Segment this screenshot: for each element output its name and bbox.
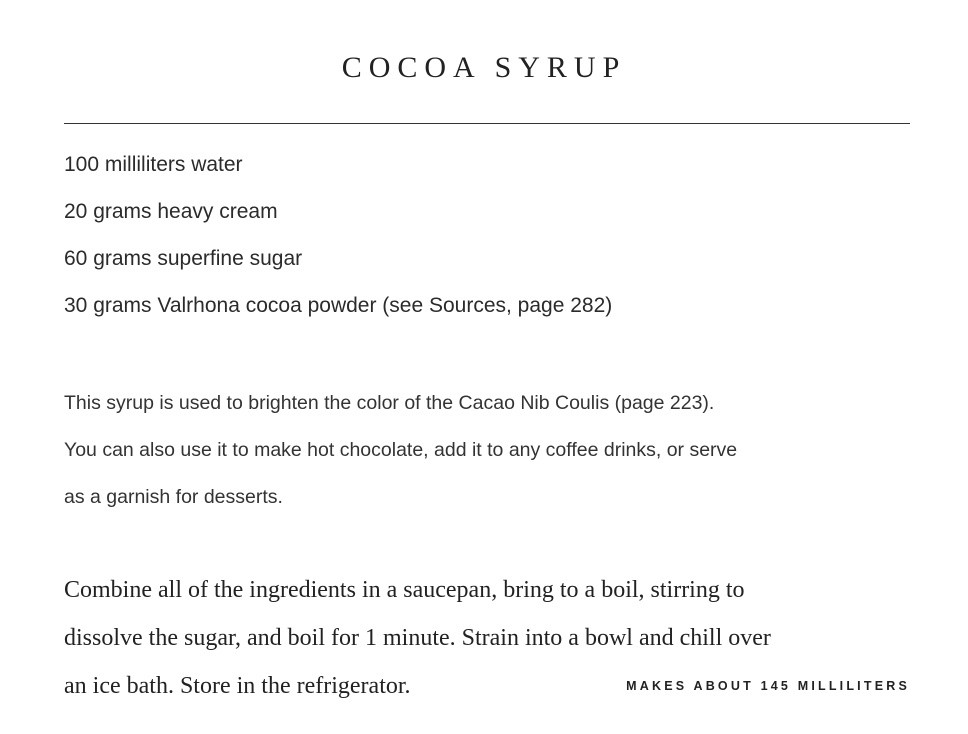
- ingredient-item: 20 grams heavy cream: [64, 200, 278, 223]
- recipe-method: [64, 566, 924, 710]
- recipe-yield: MAKES ABOUT 145 MILLILITERS: [626, 679, 910, 693]
- method-last-line-row: [64, 662, 924, 710]
- recipe-description: [64, 380, 914, 521]
- description-line: You can also use it to make hot chocolate, add it to any coffee drinks, or serve: [64, 439, 738, 461]
- method-line: dissolve the sugar, and boil for 1 minute. Strain into a bowl and chill over: [64, 625, 771, 651]
- method-line: Combine all of the ingredients in a saucepan, bring to a boil, stirring to: [64, 577, 745, 603]
- method-line: an ice bath. Store in the refrigerator.: [64, 673, 411, 699]
- description-line: This syrup is used to brighten the color of the Cacao Nib Coulis (page 223).: [64, 392, 715, 414]
- ingredient-item: 100 milliliters water: [64, 153, 243, 176]
- ingredient-list: [64, 149, 910, 337]
- ingredient-item: 30 grams Valrhona cocoa powder (see Sources, page 282): [64, 294, 613, 317]
- description-line: as a garnish for desserts.: [64, 486, 283, 508]
- recipe-title: COCOA SYRUP: [341, 51, 627, 84]
- ingredient-item: 60 grams superfine sugar: [64, 247, 303, 270]
- title-divider: [64, 123, 910, 124]
